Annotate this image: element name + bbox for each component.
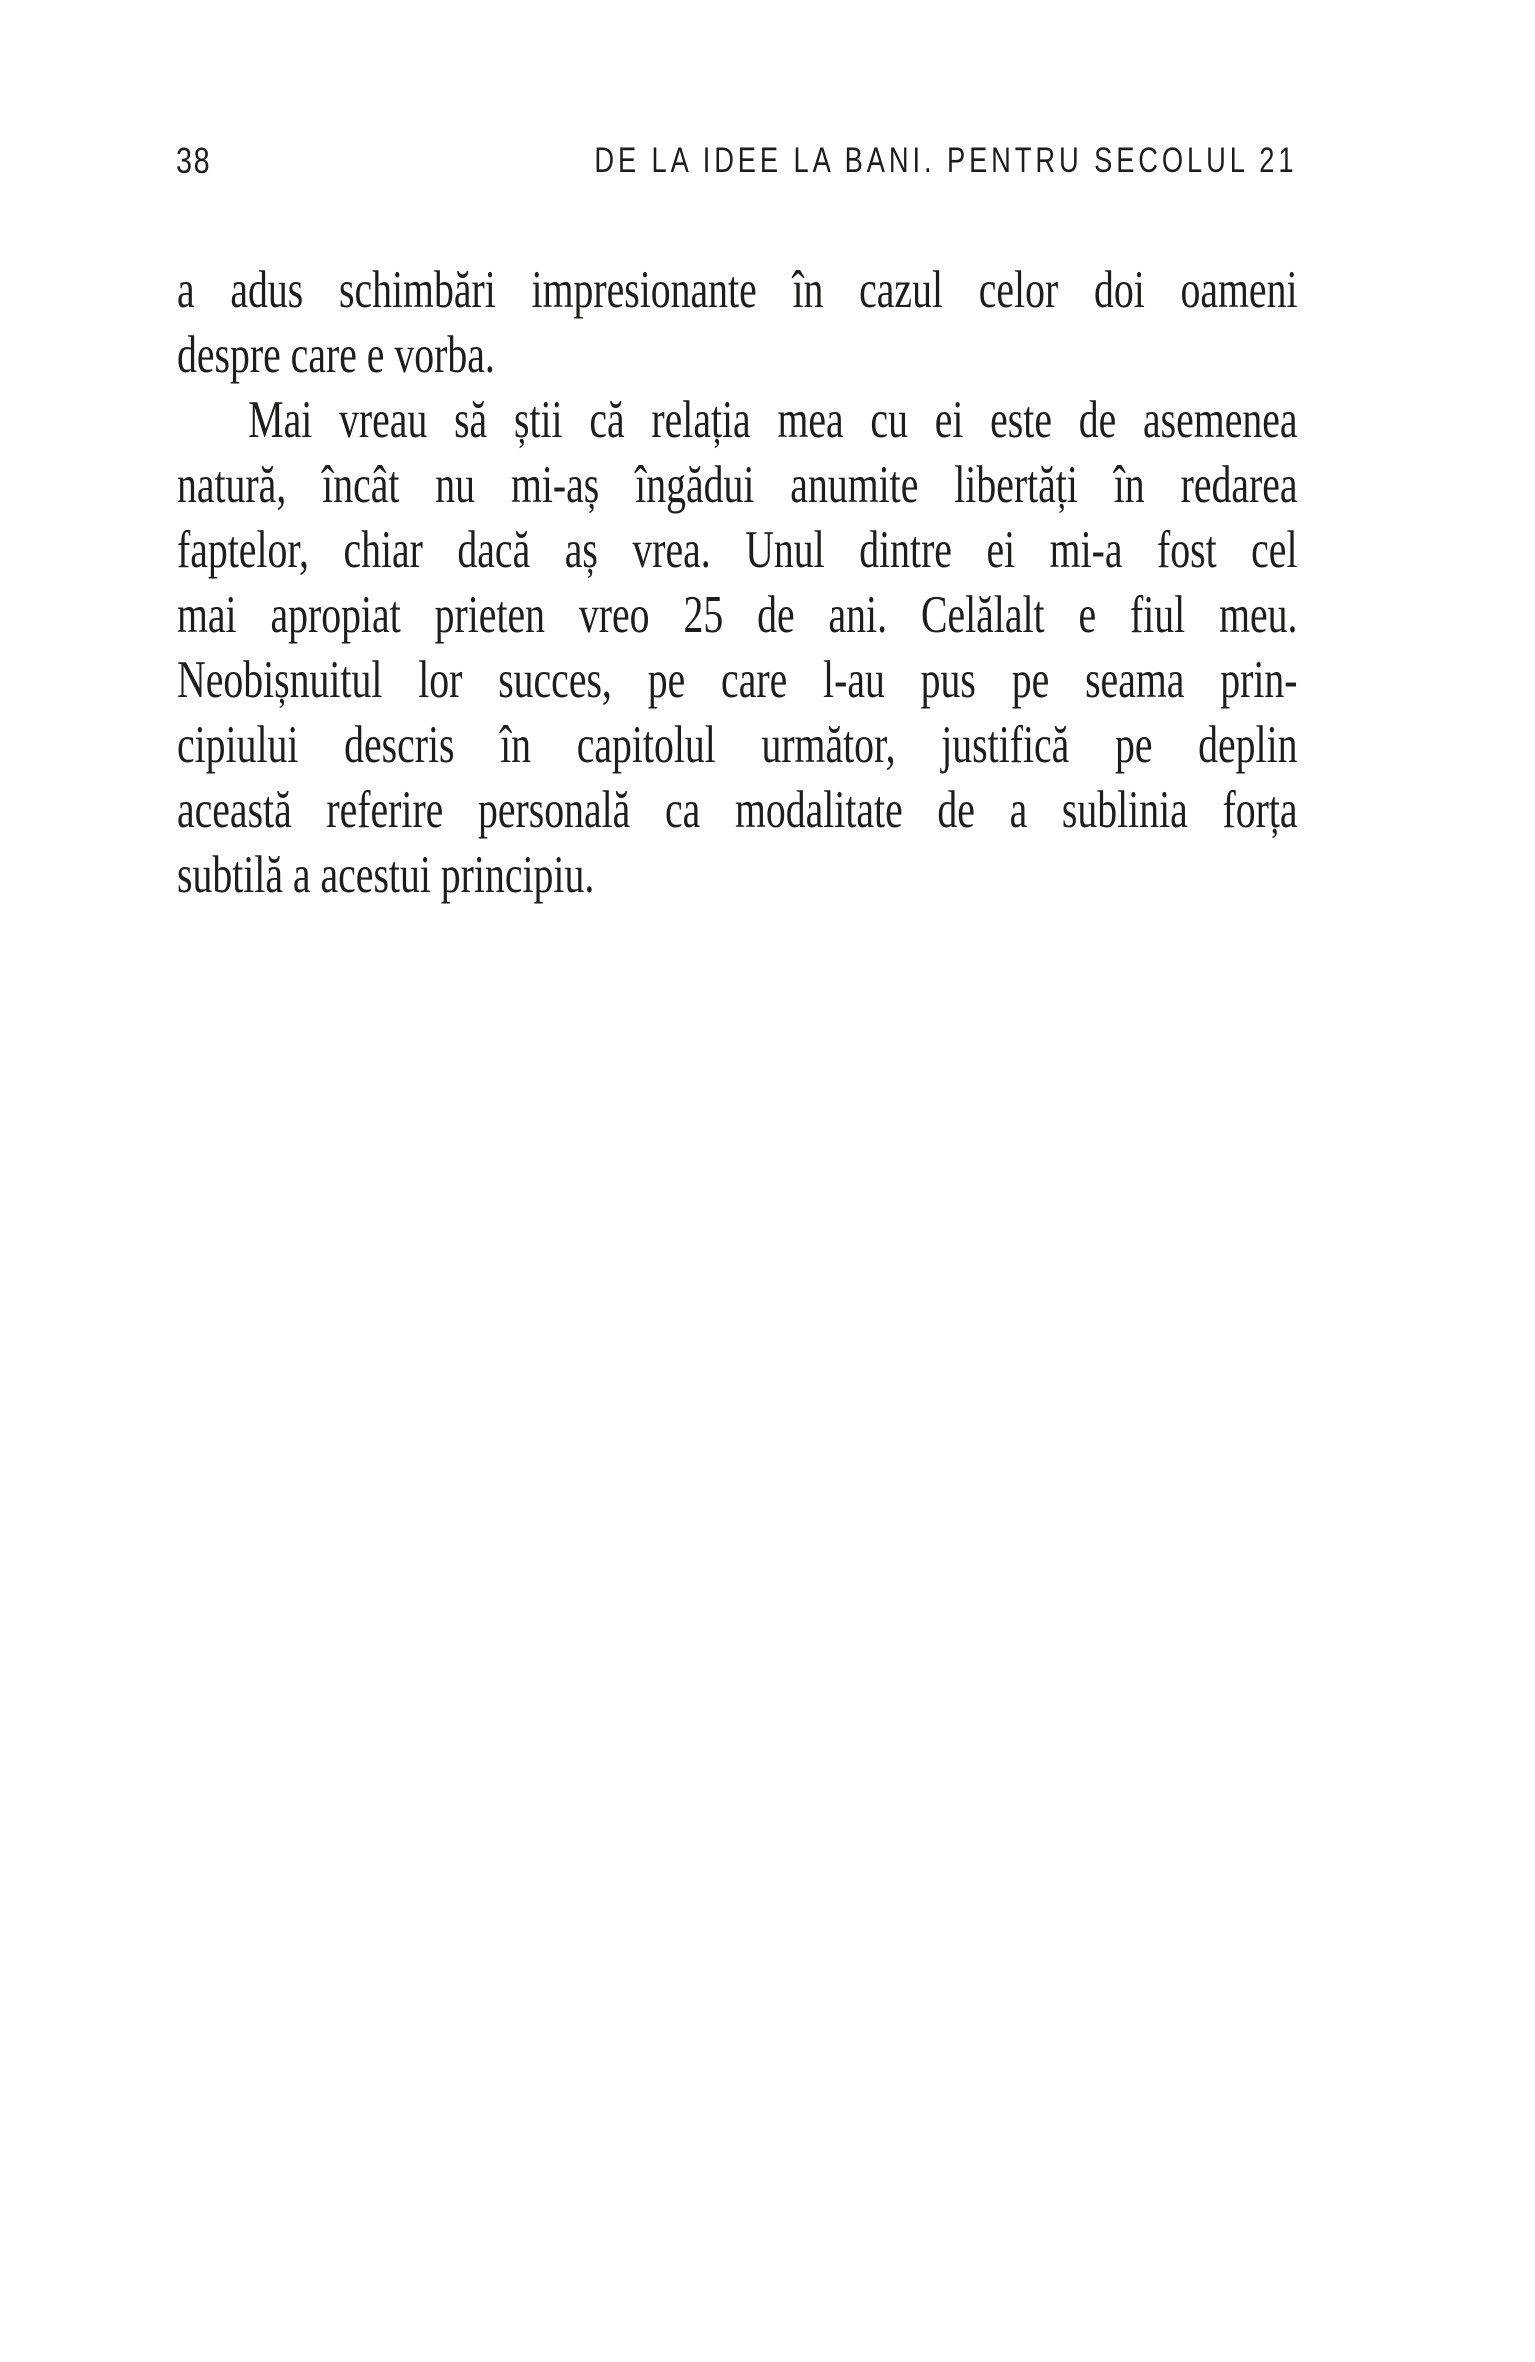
text-line: cipiului descris în capitolul următor, justifică pe deplin bbox=[177, 716, 1298, 774]
text-line: mai apropiat prieten vreo 25 de ani. Celălalt e fiul meu. bbox=[177, 586, 1298, 644]
text-line: această referire personală ca modalitate de a sublinia forța bbox=[177, 781, 1298, 839]
text-line: subtilă a acestui principiu. bbox=[177, 846, 595, 904]
page-number: 38 bbox=[176, 140, 212, 181]
paragraph bbox=[177, 388, 1298, 908]
text-line: Mai vreau să știi că relația mea cu ei este de asemenea bbox=[248, 391, 1298, 449]
text-line: natură, încât nu mi-aș îngădui anumite libertăți în redarea bbox=[177, 456, 1298, 514]
body-text bbox=[177, 258, 1298, 908]
text-line: faptelor, chiar dacă aș vrea. Unul dintre ei mi-a fost cel bbox=[177, 521, 1298, 579]
text-line: a adus schimbări impresionante în cazul celor doi oameni bbox=[177, 261, 1298, 319]
text-line: despre care e vorba. bbox=[177, 326, 495, 384]
text-line: Neobișnuitul lor succes, pe care l-au pus pe seama prin- bbox=[177, 651, 1298, 709]
running-title: DE LA IDEE LA BANI. PENTRU SECOLUL 21 bbox=[593, 141, 1297, 180]
paragraph bbox=[177, 258, 1298, 388]
